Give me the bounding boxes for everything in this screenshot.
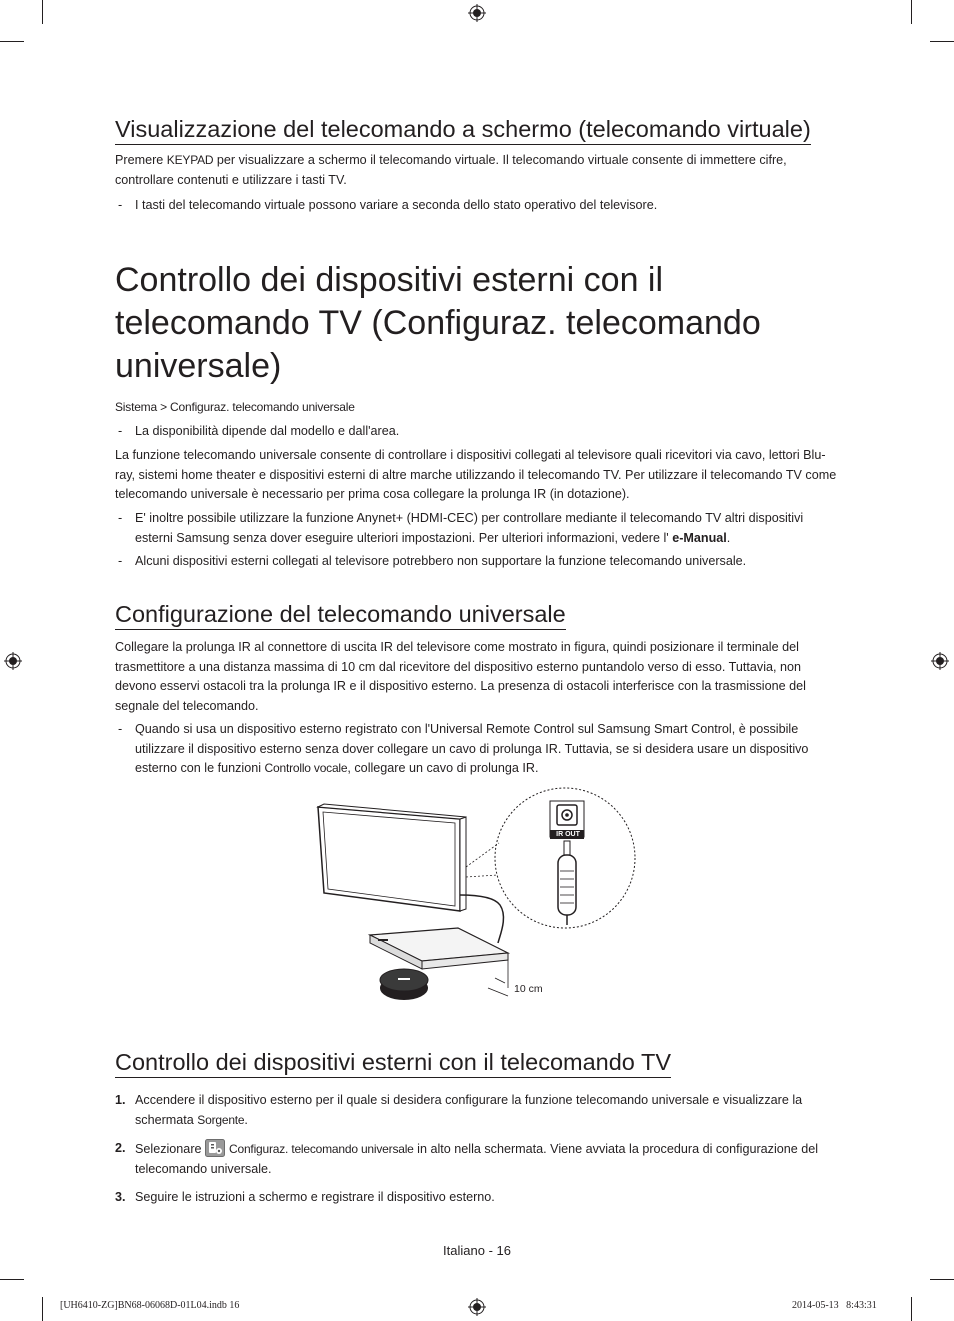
crop-mark: [911, 1297, 912, 1321]
note-item: - Quando si usa un dispositivo esterno registrato con l'Universal Remote Control sul Samsung Smart Control, è possibile utilizzare il dispositivo esterno senza dover collegare un cavo di prolunga IR. Tuttavia, se si desidera usare un dispositivo esterno con le funzioni Controllo vocale, collegare un cavo di prolunga IR.: [118, 722, 809, 776]
menu-path-separator: >: [156, 400, 171, 414]
step-text: in alto nella schermata. Viene avviata la procedura di configurazione del telecomando universale.: [135, 1142, 819, 1176]
universal-remote-icon: [205, 1139, 225, 1157]
step-text: Selezionare: [135, 1142, 206, 1156]
section-heading-control: Controllo dei dispositivi esterni con il telecomando TV: [115, 1048, 671, 1078]
text: per visualizzare a schermo il telecomando virtuale. Il telecomando virtuale consente di immettere cifre, controllare contenuti e utilizzare i tasti TV.: [115, 153, 787, 187]
crop-mark: [42, 0, 43, 24]
note-text: I tasti del telecomando virtuale possono variare a seconda dello stato operativo del televisore.: [135, 198, 658, 212]
registration-mark-icon: [931, 652, 949, 670]
note-text: La disponibilità dipende dal modello e dall'area.: [135, 424, 400, 438]
step-text: Seguire le istruzioni a schermo e registrare il dispositivo esterno.: [135, 1190, 495, 1204]
note-text: Quando si usa un dispositivo esterno registrato con l'Universal Remote Control sul Samsung Smart Control, è possibile utilizzare il dispositivo esterno senza dover collegare un cavo di prolunga IR. Tuttavia, se si desidera usare un dispositivo esterno con le funzioni: [135, 722, 809, 776]
step-number: 1.: [115, 1093, 126, 1107]
ir-blaster-illustration: [380, 969, 428, 1000]
crop-mark: [930, 1279, 954, 1280]
crop-mark: [911, 0, 912, 24]
virtual-remote-paragraph: [115, 151, 840, 190]
note-item: - Alcuni dispositivi esterni collegati al televisore potrebbero non supportare la funzione telecomando universale.: [118, 554, 747, 568]
crop-mark: [930, 41, 954, 42]
note-item: - E' inoltre possibile utilizzare la funzione Anynet+ (HDMI-CEC) per controllare mediante il telecomando TV altri dispositivi esterni Samsung senza dover eseguire ulteriori impostazioni. Per ulteriori informazioni, vedere l' e-Manual.: [118, 511, 804, 545]
note-text: E' inoltre possibile utilizzare la funzione Anynet+ (HDMI-CEC) per controllare mediante il telecomando TV altri dispositivi esterni Samsung senza dover eseguire ulteriori impostazioni. Per ulteriori informazioni, vedere l': [135, 511, 804, 545]
keypad-key: KEYPAD: [166, 153, 214, 167]
external-device-illustration: [370, 928, 508, 969]
registration-mark-icon: [4, 652, 22, 670]
section-heading-configuration: Configurazione del telecomando universale: [115, 600, 566, 630]
note-text: , collegare un cavo di prolunga IR.: [347, 761, 539, 776]
heading-line: Controllo dei dispositivi esterni con il: [115, 261, 664, 299]
ir-out-callout: [466, 788, 635, 928]
step-number: 3.: [115, 1190, 126, 1204]
step-text: Accendere il dispositivo esterno per il quale si desidera configurare la funzione telecomando universale e visualizzare la schermata: [135, 1093, 803, 1127]
source-key: Sorgente: [197, 1112, 245, 1127]
step-item: [115, 1091, 840, 1130]
heading-line: telecomando TV (Configuraz. telecomando: [115, 304, 761, 342]
note-item: - La disponibilità dipende dal modello e dall'area.: [118, 424, 400, 438]
footer-datetime: 2014-05-13 8:43:31: [792, 1300, 877, 1311]
registration-mark-icon: [468, 4, 486, 22]
menu-path-item: Sistema: [115, 400, 157, 414]
chapter-heading: [115, 259, 761, 388]
menu-path-item: Configuraz. telecomando universale: [170, 400, 355, 414]
note-item: - I tasti del telecomando virtuale possono variare a seconda dello stato operativo del televisore.: [118, 198, 658, 212]
tv-illustration: [318, 804, 466, 911]
text: Premere: [115, 153, 167, 167]
crop-mark: [42, 1297, 43, 1321]
ir-extender-diagram: [310, 783, 645, 1008]
crop-mark: [0, 1279, 24, 1280]
footer-file: [UH6410-ZG]BN68-06068D-01L04.indb 16: [60, 1300, 240, 1311]
heading-line: universale): [115, 347, 282, 385]
note-text: Alcuni dispositivi esterni collegati al televisore potrebbero non supportare la funzione telecomando universale.: [135, 554, 747, 568]
e-manual-link: e-Manual: [672, 530, 727, 545]
distance-label: 10 cm: [514, 983, 543, 995]
ir-out-label: IR OUT: [556, 831, 580, 838]
section-heading-virtual-remote: Visualizzazione del telecomando a schermo (telecomando virtuale): [115, 115, 811, 145]
crop-mark: [0, 41, 24, 42]
step-item: [115, 1139, 840, 1179]
note-text: .: [726, 530, 731, 545]
universal-remote-paragraph: La funzione telecomando universale consente di controllare i dispositivi collegati al televisore quali ricevitori via cavo, lettori Blu-ray, sistemi home theater e dispositivi esterni di altre marche utilizzando il telecomando TV. Per utilizzare il telecomando TV come telecomando universale è necessario per prima cosa collegare la prolunga IR (in dotazione).: [115, 448, 837, 502]
step-item: [115, 1188, 840, 1208]
step-number: 2.: [115, 1141, 126, 1155]
menu-path: [115, 398, 840, 418]
voice-control-key: Controllo vocale: [264, 761, 348, 776]
step-text: .: [244, 1112, 248, 1127]
configuration-paragraph: Collegare la prolunga IR al connettore di uscita IR del televisore come mostrato in figura, quindi posizionare il terminale del trasmettitore a una distanza massima di 10 cm dal ricevitore del dispositivo esterno puntandolo verso di esso. Tuttavia, non devono esservi ostacoli tra la prolunga IR e il dispositivo esterno. La presenza di ostacoli interferisce con la trasmissione del segnale del telecomando.: [115, 640, 806, 713]
registration-mark-icon: [468, 1298, 486, 1316]
universal-remote-key: Configuraz. telecomando universale: [229, 1142, 414, 1156]
page-number: Italiano - 16: [443, 1243, 511, 1258]
